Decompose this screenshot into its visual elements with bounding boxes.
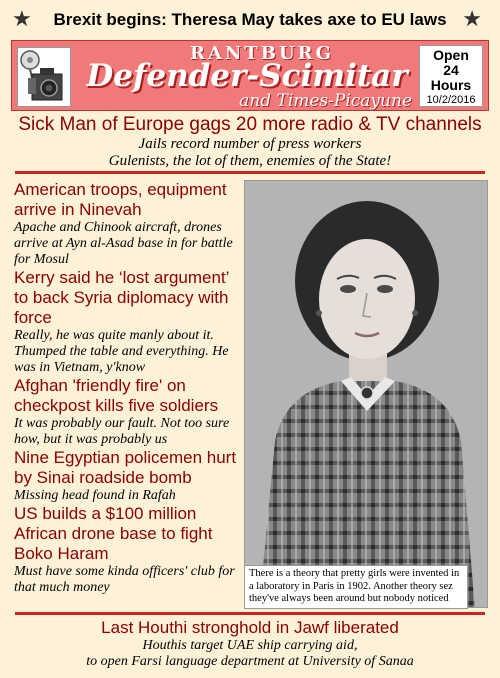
story-headline[interactable]: Afghan 'friendly fire' on checkpost kills five soldiers <box>14 376 219 415</box>
open-label: Open <box>433 47 469 63</box>
divider <box>15 612 485 615</box>
bottom-story <box>0 618 500 670</box>
lead-deck-1: Jails record number of press workers <box>138 136 362 152</box>
story-deck: Really, he was quite manly about it. Thumped the table and everything. He was in Vietnam, y'know <box>14 328 229 375</box>
bottom-headline[interactable]: Last Houthi stronghold in Jawf liberated <box>101 618 399 637</box>
story-headline[interactable]: Kerry said he ‘lost argument’ to back Syria diplomacy with force <box>14 268 229 327</box>
story-deck: It was probably our fault. Not too sure how, but it was probably us <box>14 416 230 447</box>
bottom-deck-2: to open Farsi language department at University of Sanaa <box>86 654 414 669</box>
open-hours-box <box>419 45 483 107</box>
story-item <box>14 504 244 596</box>
open-number: 24 <box>443 62 459 78</box>
story-headline[interactable]: American troops, equipment arrive in Ninevah <box>14 180 227 219</box>
bottom-deck-1: Houthis target UAE ship carrying aid, <box>142 638 358 653</box>
masthead-subtitle: and Times-Picayune <box>239 91 412 111</box>
camera-icon <box>17 47 71 107</box>
masthead-rantburg: RANTBURG <box>189 43 334 64</box>
masthead <box>11 40 489 111</box>
issue-date: 10/2/2016 <box>426 94 476 106</box>
lead-deck-2: Gulenists, the lot of them, enemies of the State! <box>108 153 392 169</box>
story-item <box>14 376 244 448</box>
story-headline[interactable]: US builds a $100 million African drone base to fight Boko Haram <box>14 504 213 563</box>
star-icon: ★ <box>462 6 482 31</box>
masthead-title: Defender-Scimitar <box>86 58 408 94</box>
portrait-photo <box>244 180 488 608</box>
open-hours: Hours <box>430 77 472 93</box>
lead-story <box>0 114 500 170</box>
photo-caption: There is a theory that pretty girls were invented in a laboratory in Paris in 1902. Another theory sez they've always been around but nobody noticed <box>244 565 468 609</box>
left-column <box>14 180 244 596</box>
story-item <box>14 180 244 268</box>
top-banner <box>0 0 500 40</box>
divider <box>15 171 485 174</box>
lead-headline[interactable]: Sick Man of Europe gags 20 more radio & TV channels <box>18 114 482 135</box>
story-deck: Apache and Chinook aircraft, drones arrive at Ayn al-Asad base in for battle for Mosul <box>14 220 233 267</box>
story-deck: Missing head found in Rafah <box>14 488 176 503</box>
story-deck: Must have some kinda officers' club for that much money <box>14 564 235 595</box>
story-item <box>14 448 244 504</box>
story-item <box>14 268 244 376</box>
star-icon: ★ <box>12 6 32 31</box>
top-headline[interactable]: Brexit begins: Theresa May takes axe to EU laws <box>53 10 447 29</box>
story-headline[interactable]: Nine Egyptian policemen hurt by Sinai roadside bomb <box>14 448 237 487</box>
